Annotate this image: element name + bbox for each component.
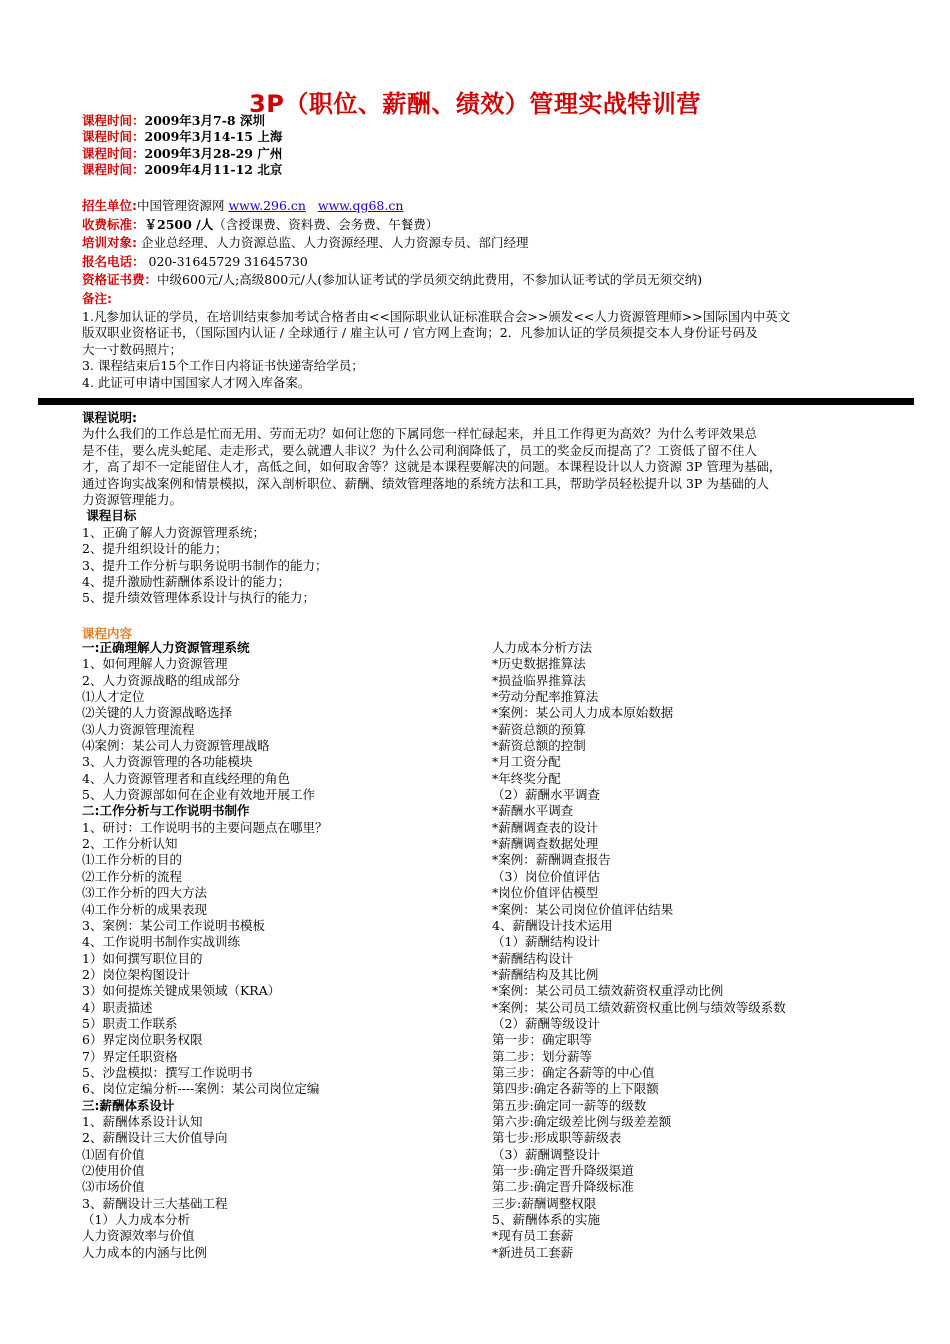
fee-row: 收费标准：￥2500 /人（含授课费、资料费、会务费、午餐费） <box>82 216 439 232</box>
content-item: *月工资分配 <box>492 754 561 770</box>
content-item: 第一步:确定晋升降级渠道 <box>492 1163 634 1178</box>
course-content-label: 课程内容 <box>82 626 133 641</box>
content-item: *薪酬水平调查 <box>492 803 574 819</box>
content-item: 三步:薪酬调整权限 <box>492 1195 597 1211</box>
link-qg68[interactable]: www.qg68.cn <box>317 198 404 213</box>
content-item: *案例：薪酬调查报告 <box>492 852 611 868</box>
content-item: 2）岗位架构图设计 <box>82 966 190 982</box>
content-item: （1）薪酬结构设计 <box>492 934 600 950</box>
audience-row: 培训对象: 企业总经理、人力资源总监、人力资源经理、人力资源专员、部门经理 <box>82 235 529 250</box>
schedule-list <box>82 113 282 178</box>
content-item: ⑵关键的人力资源战略选择 <box>82 705 233 721</box>
content-item: *案例：某公司岗位价值评估结果 <box>492 901 674 917</box>
content-item: *案例：某公司人力成本原始数据 <box>492 705 674 721</box>
content-item: 人力成本分析方法 <box>492 640 593 655</box>
content-item: 2、薪酬设计三大价值导向 <box>82 1130 228 1146</box>
content-item: 6、岗位定编分析----案例：某公司岗位定编 <box>82 1081 320 1097</box>
link-296[interactable]: www.296.cn <box>228 198 306 213</box>
content-item: *薪酬调查数据处理 <box>492 836 599 852</box>
info-section <box>82 197 882 308</box>
content-item: 5、沙盘模拟：撰写工作说明书 <box>82 1064 253 1080</box>
goal-item: 3、提升工作分析与职务说明书制作的能力； <box>82 557 328 573</box>
desc-line: 为什么我们的工作总是忙而无用、劳而无功？如何让您的下属同您一样忙碌起来，并且工作得更为高效？为什么考评效果总 <box>82 426 758 442</box>
schedule-row: 课程时间：2009年4月11-12 北京 <box>82 161 283 177</box>
content-item: 3）如何提炼关键成果领域（KRA） <box>82 983 281 999</box>
content-section-heading: 三:薪酬体系设计 <box>82 1097 175 1113</box>
content-item: 5、人力资源部如何在企业有效地开展工作 <box>82 787 315 803</box>
content-item: 3、薪酬设计三大基础工程 <box>82 1195 228 1211</box>
content-item: 3、案例：某公司工作说明书模板 <box>82 917 265 933</box>
desc-line: 通过咨询实战案例和情景模拟，深入剖析职位、薪酬、绩效管理落地的系统方法和工具，帮助学员轻松提升以 3P 为基础的人 <box>82 475 769 491</box>
content-item: *薪资总额的控制 <box>492 738 586 754</box>
content-right-column <box>492 640 786 1261</box>
organizer-row: 招生单位:中国管理资源网 www.296.cn www.qg68.cn <box>82 198 404 213</box>
content-item: *薪资总额的预算 <box>492 721 586 737</box>
content-item: ⑴人才定位 <box>82 689 145 705</box>
goal-item: 4、提升激励性薪酬体系设计的能力； <box>82 574 290 590</box>
cert-row: 资格证书费：中级600元/人;高级800元/人(参加认证考试的学员须交纳此费用，不参加认证考试的学员无须交纳) <box>82 272 703 287</box>
course-goal-label: 课程目标 <box>82 508 137 524</box>
content-item: ⑵工作分析的流程 <box>82 868 183 884</box>
content-item: （2）薪酬水平调查 <box>492 787 600 803</box>
remark-row: 备注: <box>82 290 112 306</box>
content-item: *劳动分配率推算法 <box>492 689 599 705</box>
content-item: ⑴固有价值 <box>82 1146 145 1162</box>
goal-item: 1、正确了解人力资源管理系统； <box>82 524 265 540</box>
content-section-heading: 二:工作分析与工作说明书制作 <box>82 803 250 819</box>
schedule-row: 课程时间：2009年3月7-8 深圳 <box>82 113 265 128</box>
note-line: 版双职业资格证书，（国际国内认证 / 全球通行 / 雇主认可 / 官方网上查询；2．凡参加认证的学员须提交本人身份证号码及 <box>82 325 758 341</box>
content-item: 第五步:确定同一薪等的级数 <box>492 1097 647 1113</box>
desc-line: 是不佳，要么虎头蛇尾、走走形式，要么就遭人非议？为什么公司利润降低了，员工的奖金反而提高了？工资低了留不住人 <box>82 442 758 458</box>
course-desc-label: 课程说明: <box>82 410 137 425</box>
content-item: ⑵使用价值 <box>82 1163 145 1178</box>
content-item: 第二步:确定晋升降级标准 <box>492 1179 634 1195</box>
content-item: *历史数据推算法 <box>492 656 586 672</box>
content-item: ⑶工作分析的四大方法 <box>82 885 208 901</box>
phone-row: 报名电话： 020-31645729 31645730 <box>82 253 308 269</box>
content-item: 4、薪酬设计技术运用 <box>492 917 613 933</box>
content-section-heading: 一:正确理解人力资源管理系统 <box>82 640 250 655</box>
content-item: 7）界定任职资格 <box>82 1048 178 1064</box>
content-item: （3）薪酬调整设计 <box>492 1146 600 1162</box>
content-item: （3）岗位价值评估 <box>492 868 600 884</box>
note-line: 1.凡参加认证的学员，在培训结束参加考试合格者由<<国际职业认证标准联合会>>颁发<<人力资源管理师>>国际国内中英文 <box>82 309 791 324</box>
content-item: 第一步：确定职等 <box>492 1032 593 1048</box>
content-item: 5、薪酬体系的实施 <box>492 1212 600 1228</box>
note-line: 3. 课程结束后15个工作日内将证书快递寄给学员； <box>82 358 364 374</box>
content-item: 人力成本的内涵与比例 <box>82 1244 208 1260</box>
content-item: *损益临界推算法 <box>492 672 586 688</box>
note-line: 大一寸数码照片； <box>82 341 183 357</box>
content-item: 第七步:形成职等薪级表 <box>492 1130 622 1146</box>
content-item: ⑷案例：某公司人力资源管理战略 <box>82 738 270 754</box>
content-item: 2、人力资源战略的组成部分 <box>82 672 240 688</box>
content-item: ⑶市场价值 <box>82 1179 145 1195</box>
content-item: 1、研讨：工作说明书的主要问题点在哪里？ <box>82 819 328 835</box>
note-line: 4. 此证可申请中国国家人才网入库备案。 <box>82 374 311 390</box>
schedule-row: 课程时间：2009年3月14-15 上海 <box>82 129 283 145</box>
content-item: ⑷工作分析的成果表现 <box>82 901 208 917</box>
schedule-row: 课程时间：2009年3月28-29 广州 <box>82 145 283 161</box>
content-item: 4、人力资源管理者和直线经理的角色 <box>82 770 290 786</box>
content-item: *薪酬调查表的设计 <box>492 819 599 835</box>
content-item: 4）职责描述 <box>82 999 153 1015</box>
content-item: 1、薪酬体系设计认知 <box>82 1113 203 1129</box>
goal-item: 2、提升组织设计的能力； <box>82 541 228 557</box>
content-item: *岗位价值评估模型 <box>492 885 599 901</box>
content-item: 第三步：确定各薪等的中心值 <box>492 1064 655 1080</box>
content-item: *案例：某公司员工绩效薪资权重浮动比例 <box>492 983 724 999</box>
content-item: *年终奖分配 <box>492 770 561 786</box>
content-item: 人力资源效率与价值 <box>82 1228 195 1244</box>
section-divider <box>38 398 914 405</box>
content-item: *现有员工套薪 <box>492 1228 574 1244</box>
course-description <box>82 410 872 607</box>
content-item: 第四步:确定各薪等的上下限额 <box>492 1081 659 1097</box>
content-item: *新进员工套薪 <box>492 1244 574 1260</box>
content-item: 1）如何撰写职位目的 <box>82 950 203 966</box>
goal-item: 5、提升绩效管理体系设计与执行的能力； <box>82 590 315 606</box>
content-item: *薪酬结构及其比例 <box>492 966 599 982</box>
content-item: 5）职责工作联系 <box>82 1015 178 1031</box>
desc-line: 力资源管理能力。 <box>82 492 183 508</box>
document-title: 3P（职位、薪酬、绩效）管理实战特训营 <box>249 90 701 118</box>
content-left-column <box>82 640 327 1261</box>
content-item: 4、工作说明书制作实战训练 <box>82 934 240 950</box>
content-item: ⑶人力资源管理流程 <box>82 721 195 737</box>
content-item: （1）人力成本分析 <box>82 1212 190 1228</box>
desc-line: 才，高了却不一定能留住人才，高低之间，如何取舍等？这就是本课程要解决的问题。本课程设计以人力资源 3P 管理为基础， <box>82 459 782 475</box>
content-item: ⑴工作分析的目的 <box>82 852 183 868</box>
content-item: （2）薪酬等级设计 <box>492 1015 600 1031</box>
content-item: 1、如何理解人力资源管理 <box>82 656 228 672</box>
content-item: 2、工作分析认知 <box>82 836 178 852</box>
content-item: 第六步:确定级差比例与级差差额 <box>492 1113 672 1129</box>
content-item: 3、人力资源管理的各功能模块 <box>82 754 253 770</box>
content-item: 6）界定岗位职务权限 <box>82 1032 203 1048</box>
notes-section <box>82 309 872 391</box>
content-item: 第二步：划分薪等 <box>492 1048 593 1064</box>
content-item: *案例：某公司员工绩效薪资权重比例与绩效等级系数 <box>492 999 786 1015</box>
content-item: *薪酬结构设计 <box>492 950 574 966</box>
